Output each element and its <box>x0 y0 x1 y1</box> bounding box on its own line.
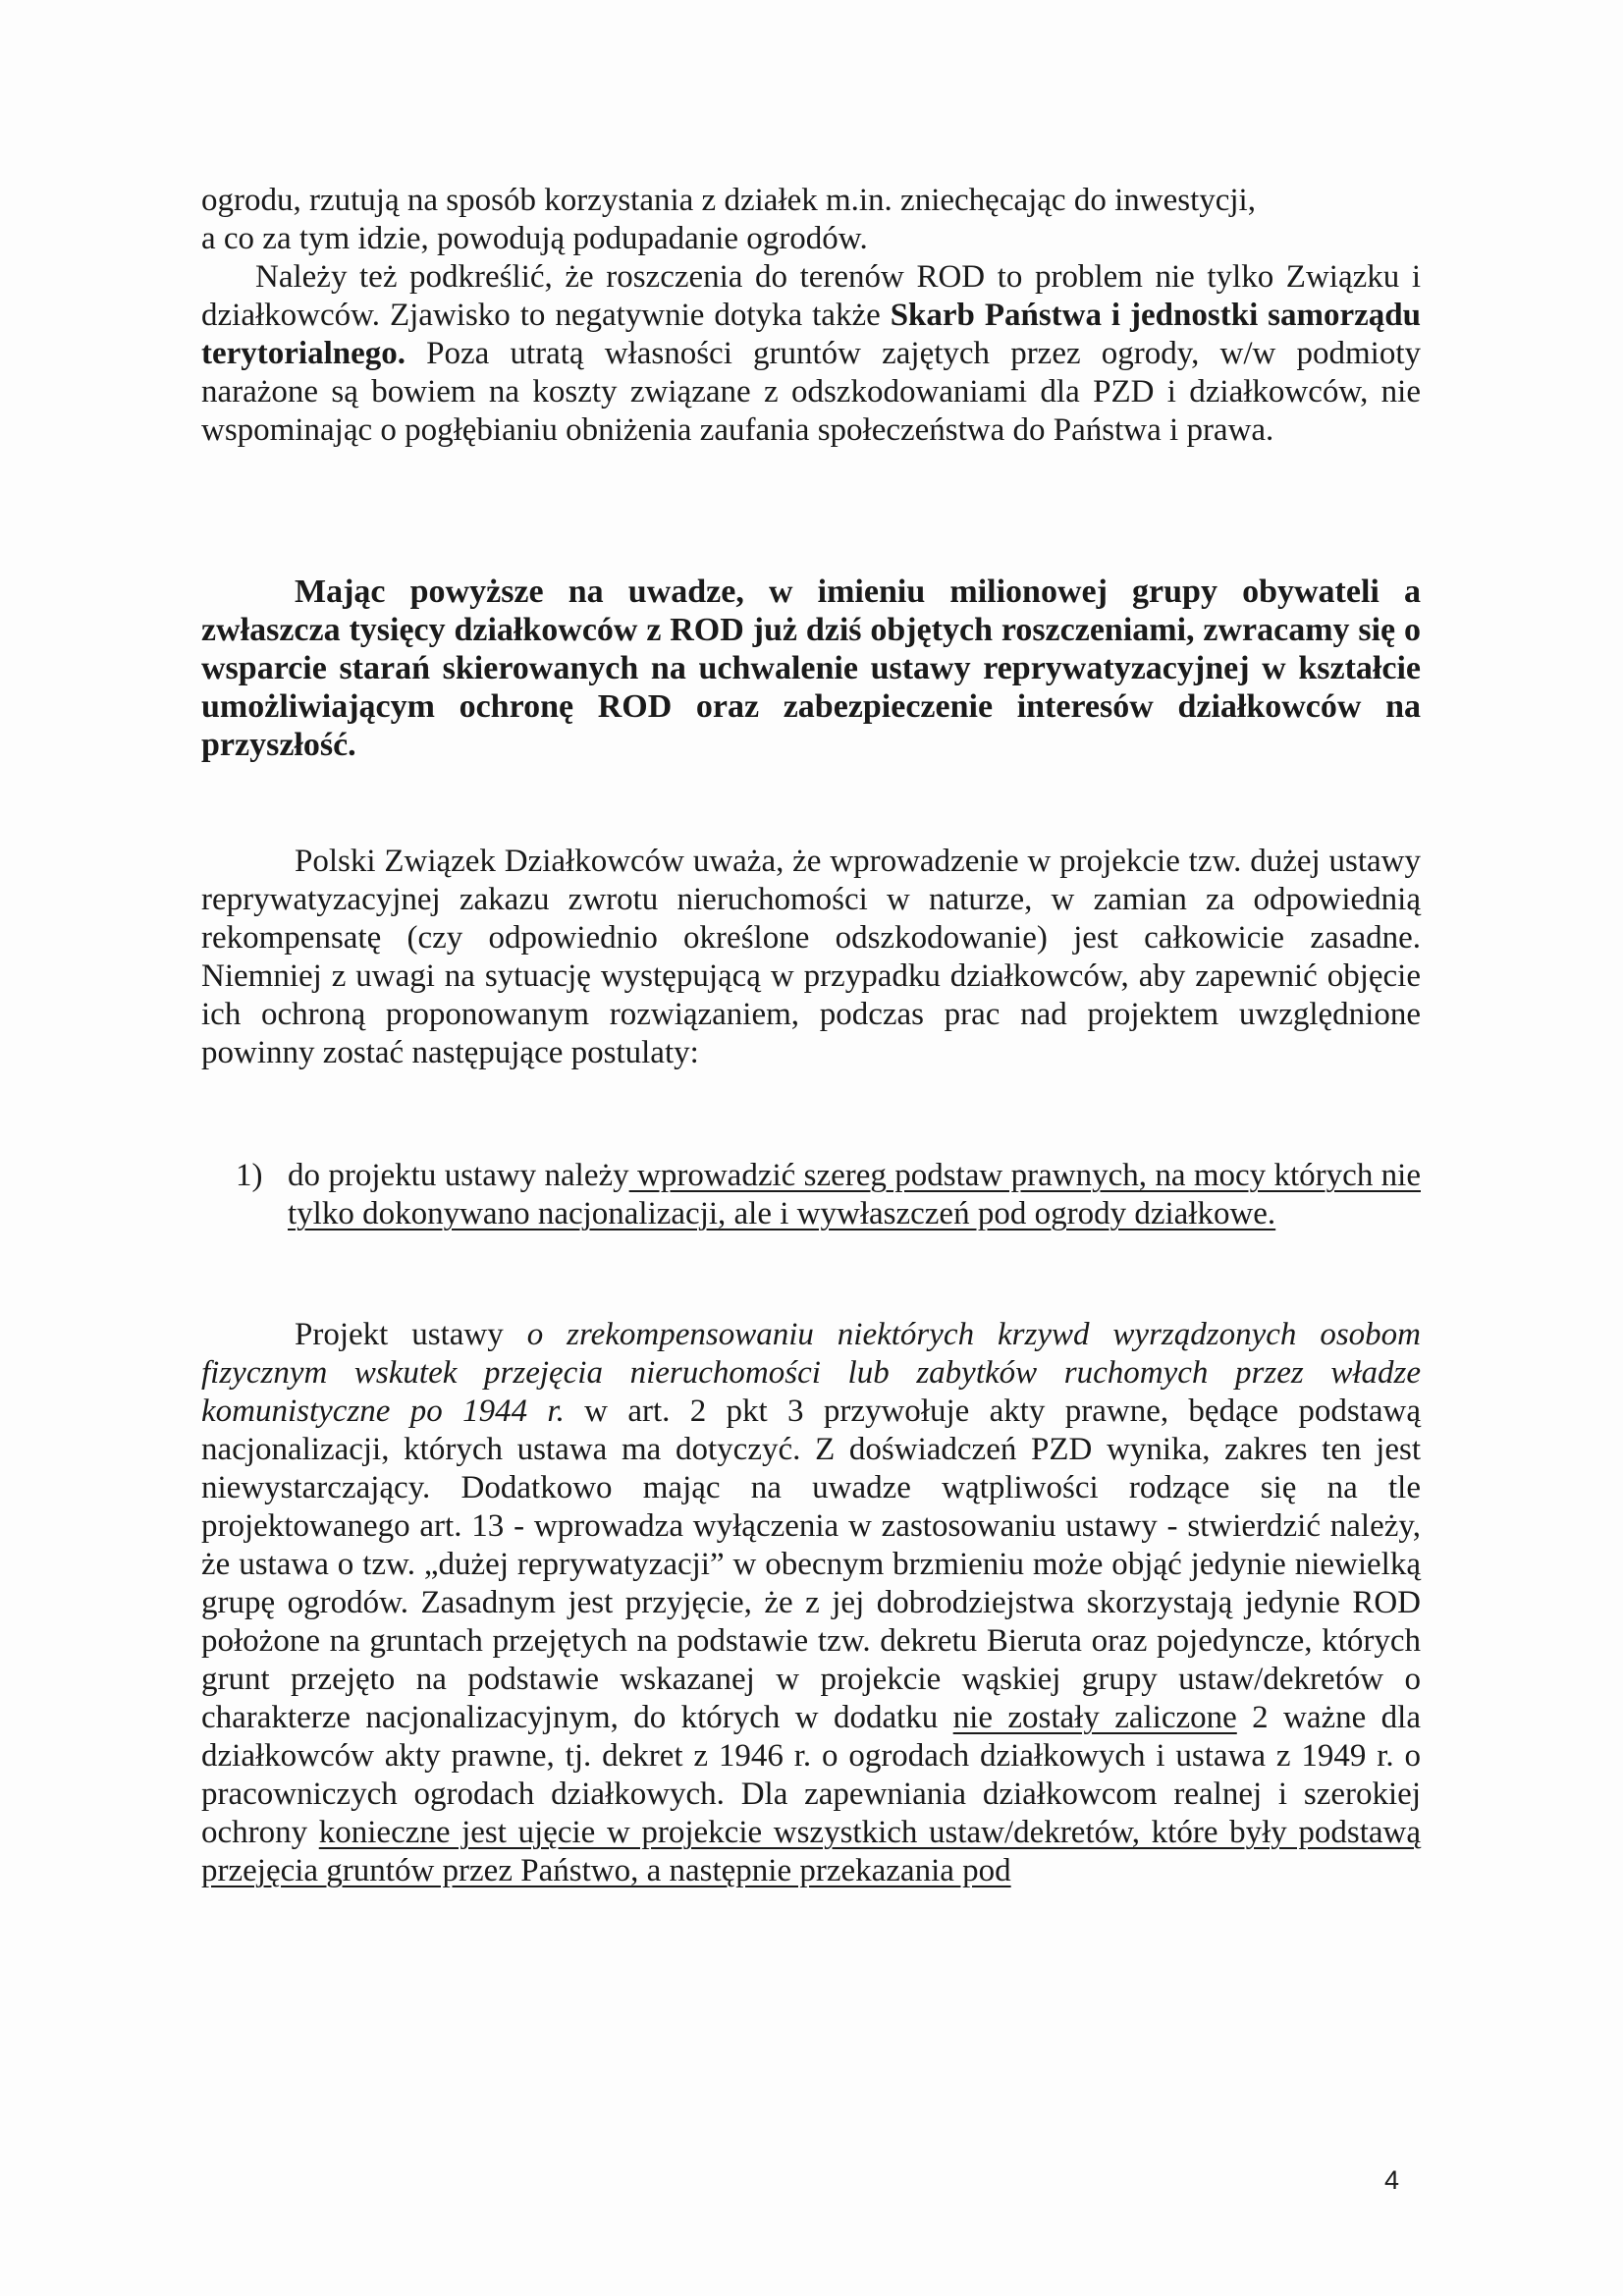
paragraph-text: Należy też podkreślić, że roszczenia do terenów ROD to problem nie tylko Związku i działkowców. Zjawisko to negatywnie dotyka także <box>201 259 1421 333</box>
list-item <box>236 1157 1421 1233</box>
bold-phrase: Skarb Państwa i jednostki samorządu terytorialnego. <box>201 298 1422 371</box>
paragraph-text: w art. 2 pkt 3 przywołuje akty prawne, będące podstawą nacjonalizacji, których ustawa ma dotyczyć. Z doświadczeń PZD wynika, zakres ten jest niewystarczający. Dodatkowo mając na uwadze wątpliwości rodzące się na tle projektowanego art. 13 - wprowadza wyłączenia w zastosowaniu ustawy - stwierdzić należy, że ustawa o tzw. „dużej reprywatyzacji” w obecnym brzmieniu może objąć jedynie niewielką grupę ogrodów. Zasadnym jest przyjęcie, że z jej dobrodziejstwa skorzystają jedynie ROD położone na gruntach przejętych na podstawie tzw. dekretu Bieruta oraz pojedyncze, których grunt przejęto na podstawie wskazanej w projekcie wąskiej grupy ustaw/dekretów o charakterze nacjonalizacyjnym, do których w dodatku <box>201 1394 1421 1735</box>
paragraph-text: Poza utratą własności gruntów zajętych przez ogrody, w/w podmioty narażone są bowiem na koszty związane z odszkodowaniami dla PZD i działkowców, nie wspominając o pogłębianiu obniżenia zaufania społeczeństwa do Państwa i prawa. <box>201 336 1421 448</box>
paragraph-claims <box>201 258 1421 450</box>
list-plain-text: do projektu ustawy należy <box>288 1158 629 1193</box>
paragraph-text: 2 ważne dla działkowców akty prawne, tj. dekret z 1946 r. o ogrodach działkowych i ustawa z 1949 r. o pracowniczych ogrodach działkowych. Dla zapewniania działkowcom realnej i szerokiej ochrony <box>201 1700 1421 1850</box>
italic-title: o zrekompensowaniu niektórych krzywd wyrządzonych osobom fizycznym wskutek przejęcia nieruchomości lub zabytków ruchomych przez władze komunistyczne po 1944 r. <box>201 1317 1421 1429</box>
paragraph-line: a co za tym idzie, powodują podupadanie ogrodów. <box>201 221 868 256</box>
underlined-text: konieczne jest ujęcie w projekcie wszystkich ustaw/dekretów, które były podstawą przejęcia gruntów przez Państwo, a następnie przekazania pod <box>201 1815 1421 1888</box>
list-marker: 1) <box>236 1158 263 1193</box>
underlined-text: wprowadzić szereg podstaw prawnych, na mocy których nie tylko dokonywano nacjonalizacji, ale i wywłaszczeń pod ogrody działkowe. <box>288 1158 1421 1231</box>
paragraph-text: Projekt ustawy <box>295 1317 527 1352</box>
paragraph-project <box>201 1316 1421 1890</box>
appeal-paragraph <box>201 573 1421 764</box>
paragraph-continuation <box>201 182 1421 258</box>
paragraph-position <box>201 843 1421 1072</box>
paragraph-text: Polski Związek Działkowców uważa, że wprowadzenie w projekcie tzw. dużej ustawy reprywatyzacyjnej zakazu zwrotu nieruchomości w naturze, w zamian za odpowiednią rekompensatę (czy odpowiednio określone odszkodowanie) jest całkowicie zasadne. Niemniej z uwagi na sytuację występującą w przypadku działkowców, aby zapewnić objęcie ich ochroną proponowanym rozwiązaniem, podczas prac nad projektem uwzględnione powinny zostać następujące postulaty: <box>201 844 1421 1070</box>
page-number: 4 <box>1384 2165 1400 2195</box>
underlined-text: nie zostały zaliczone <box>952 1700 1237 1735</box>
list-item-text <box>288 1157 1421 1233</box>
paragraph-line: ogrodu, rzutują na sposób korzystania z działek m.in. zniechęcając do inwestycji, <box>201 183 1256 218</box>
appeal-text: Mając powyższe na uwadze, w imieniu milionowej grupy obywateli a zwłaszcza tysięcy działkowców z ROD już dziś objętych roszczeniami, zwracamy się o wsparcie starań skierowanych na uchwalenie ustawy reprywatyzacyjnej w kształcie umożliwiającym ochronę ROD oraz zabezpieczenie interesów działkowców na przyszłość. <box>201 574 1421 763</box>
